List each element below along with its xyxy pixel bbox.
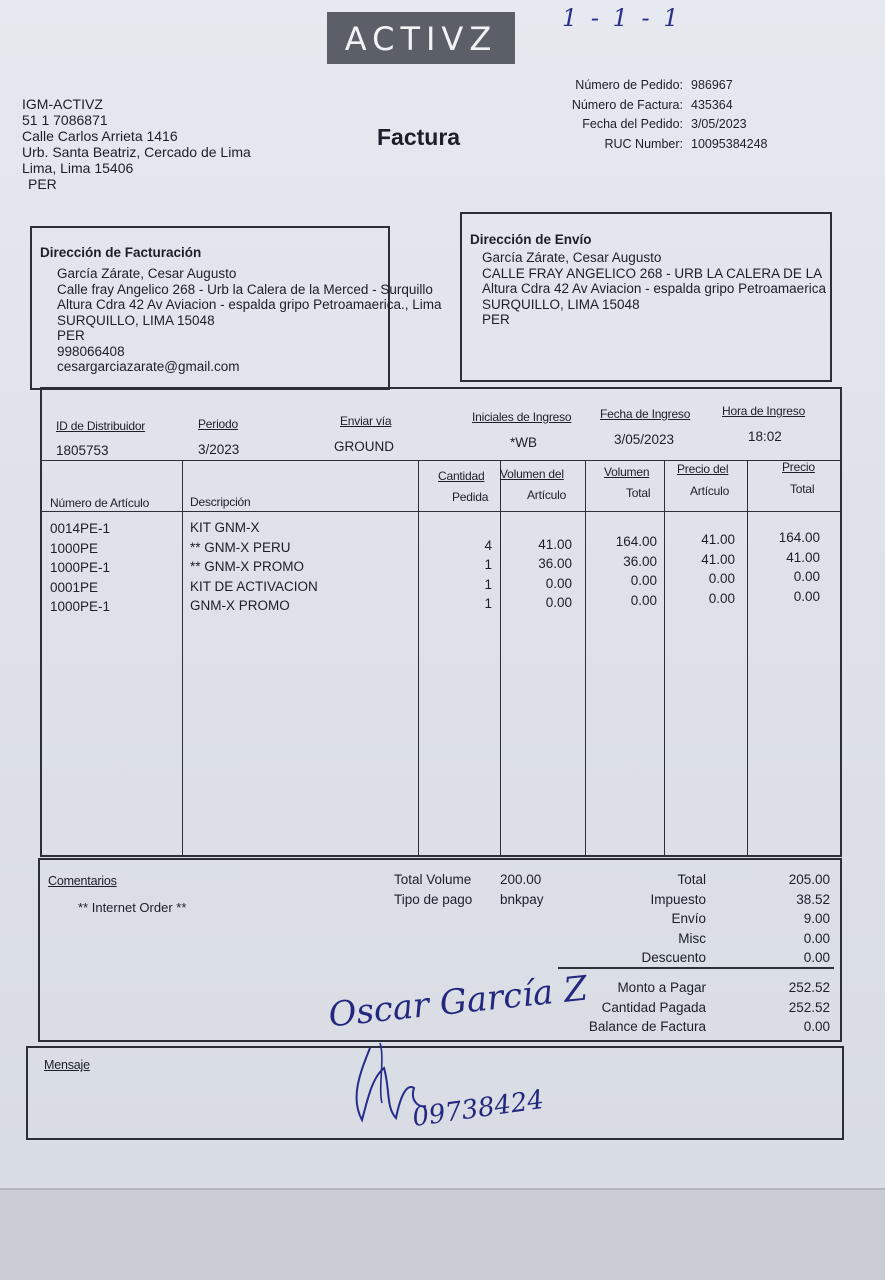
comments-label: Comentarios	[48, 874, 117, 888]
total-volume-column: 164.00 36.00 0.00 0.00	[615, 534, 657, 608]
column-divider	[182, 460, 183, 855]
qty-header-2: Pedida	[452, 490, 489, 504]
billing-line: cesargarciazarate@gmail.com	[57, 359, 240, 374]
billing-address-box	[30, 226, 442, 390]
item-volume-header-1: Volumen del	[500, 467, 564, 481]
totals-values: 205.00 38.52 9.00 0.00 0.00	[788, 872, 830, 965]
entry-time-header: Hora de Ingreso	[722, 404, 806, 418]
shipping-line: García Zárate, Cesar Augusto	[482, 250, 662, 265]
sender-line: IGM-ACTIVZ	[22, 96, 103, 112]
column-divider	[747, 460, 748, 855]
order-date-label: Fecha del Pedido:	[582, 117, 683, 131]
shipping-line: Altura Cdra 42 Av Aviacion - espalda gripo Petroamaerica	[482, 281, 826, 296]
invoice-number-label: Número de Factura:	[571, 97, 683, 112]
column-divider	[664, 460, 665, 855]
total-volume-header-1: Volumen	[604, 465, 650, 479]
sender-line: Urb. Santa Beatriz, Cercado de Lima	[22, 144, 251, 160]
total-volume-header-2: Total	[626, 486, 651, 500]
entry-date-header: Fecha de Ingreso	[600, 407, 691, 421]
shipping-address-box	[460, 212, 832, 382]
total-price-header-2: Total	[790, 482, 815, 496]
shipping-line: PER	[482, 312, 510, 327]
description-column: KIT GNM-X ** GNM-X PERU ** GNM-X PROMO KIT DE ACTIVACION GNM-X PROMO	[190, 520, 318, 613]
billing-line: García Zárate, Cesar Augusto	[57, 266, 237, 281]
billing-title: Dirección de Facturación	[40, 245, 202, 260]
meta-divider	[42, 460, 840, 461]
billing-line: 998066408	[57, 343, 125, 359]
order-number-label: Número de Pedido:	[575, 78, 683, 92]
payment-labels: Monto a Pagar Cantidad Pagada Balance de Factura	[588, 980, 706, 1034]
total-volume-value: 200.00	[500, 872, 542, 887]
item-price-header-1: Precio del	[677, 462, 729, 476]
column-divider	[418, 460, 419, 855]
total-volume-label: Total Volume	[394, 872, 472, 887]
shipping-line: SURQUILLO, LIMA 15048	[482, 296, 640, 312]
totals-rule	[558, 967, 834, 969]
items-table	[40, 387, 842, 857]
shipping-line: CALLE FRAY ANGELICO 268 - URB LA CALERA DE LA	[482, 265, 823, 281]
sender-line: Calle Carlos Arrieta 1416	[22, 128, 178, 144]
order-number-value: 986967	[691, 78, 733, 92]
billing-line: SURQUILLO, LIMA 15048	[57, 312, 215, 328]
period-header: Periodo	[198, 417, 238, 431]
item-volume-header-2: Artículo	[527, 488, 567, 502]
qty-header-1: Cantidad	[438, 469, 485, 483]
item-number-header: Número de Artículo	[50, 496, 150, 510]
column-divider	[500, 460, 501, 855]
order-date-value: 3/05/2023	[691, 117, 747, 131]
ruc-label: RUC Number:	[604, 136, 683, 151]
invoice-number-value: 435364	[691, 97, 733, 112]
entry-initials-header: Iniciales de Ingreso	[472, 410, 572, 424]
item-number-column: 0014PE-1 1000PE 1000PE-1 0001PE 1000PE-1	[50, 521, 111, 614]
billing-address-lines	[57, 266, 441, 375]
ruc-value: 10095384248	[691, 136, 768, 151]
payment-values: 252.52 252.52 0.00	[788, 980, 830, 1034]
customer-signature-name: Oscar García Z	[326, 968, 590, 1036]
column-divider	[585, 460, 586, 855]
item-volume-column: 41.00 36.00 0.00 0.00	[538, 536, 572, 610]
shipping-address-lines	[482, 250, 826, 328]
paper-edge	[0, 1188, 885, 1280]
quantity-column: 4 1 1 1	[484, 537, 492, 611]
entry-time-value: 18:02	[748, 429, 782, 444]
document-title: Factura	[377, 124, 461, 150]
billing-line: PER	[57, 328, 85, 343]
shipping-title: Dirección de Envío	[470, 232, 592, 247]
total-price-header-1: Precio	[782, 460, 815, 474]
payment-type-value: bnkpay	[500, 892, 544, 907]
period-value: 3/2023	[198, 442, 240, 457]
sender-line: PER	[28, 176, 57, 192]
entry-initials-value: *WB	[510, 435, 537, 450]
ship-via-header: Enviar vía	[340, 414, 392, 428]
order-info	[520, 76, 767, 154]
header-divider	[42, 511, 840, 512]
distributor-id-header: ID de Distribuidor	[56, 419, 146, 433]
item-price-column: 41.00 41.00 0.00 0.00	[701, 532, 735, 606]
item-price-header-2: Artículo	[690, 484, 730, 498]
sender-address	[22, 96, 251, 192]
ship-via-value: GROUND	[334, 439, 394, 454]
handwritten-page-mark: 1 - 1 - 1	[562, 4, 682, 32]
entry-date-value: 3/05/2023	[614, 432, 675, 447]
activz-logo: ACTIVZ	[327, 12, 515, 64]
comment-text: ** Internet Order **	[78, 900, 187, 915]
billing-line: Calle fray Angelico 268 - Urb la Calera de la Merced - Surquillo	[57, 281, 433, 297]
total-price-column: 164.00 41.00 0.00 0.00	[778, 530, 820, 604]
distributor-id-value: 1805753	[56, 443, 109, 458]
sender-line: Lima, Lima 15406	[22, 160, 134, 176]
description-header: Descripción	[190, 495, 251, 509]
message-label: Mensaje	[44, 1058, 90, 1072]
payment-type-label: Tipo de pago	[394, 892, 473, 907]
billing-line: Altura Cdra 42 Av Aviacion - espalda gripo Petroamaerica., Lima	[57, 297, 442, 312]
handwritten-number: 09738424	[410, 1084, 546, 1134]
totals-labels: Total Impuesto Envío Misc Descuento	[641, 872, 706, 965]
sender-line: 51 1 7086871	[22, 112, 108, 128]
